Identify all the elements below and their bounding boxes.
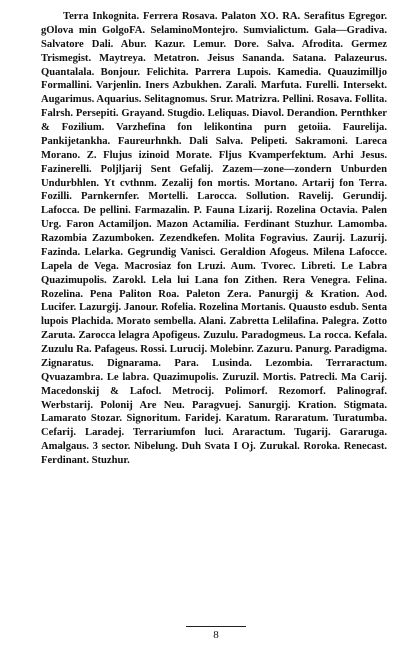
body-text-block [41, 10, 387, 468]
body-paragraph: Terra Inkognita. Ferrera Rosava. Palaton XO. RA. Serafitus Egregor. gOlova min GolgoFA. SelaminoMontejro. Sumvialictum. Gala—Gradiva. Salvatore Dali. Abur. Kazur. Lemur. Dore. Salva. Afrodita. Germez Trismegist. Maytreya. Metatron. Jeisus Sananda. Satana. Palazeurus. Quantalala. Bonjour. Felichita. Parrera Lupois. Kamedia. Quauzimillјo Formallini. Varjenlin. Iners Azbukhen. Zarali. Marfuta. Furelli. Intersekt. Augarimus. Aquarius. Selitagnomus. Srur. Matrizra. Pellini. Rosava. Follita. Falrsh. Persepiti. Grayand. Stugdio. Leliquas. Diavol. Derandion. Pernthker & Fozilium. Varzhefina fon lelikontina purn getoiia. Faurelija. Pankijetankha. Faureurhnkh. Dali Salva. Pelipeti. Sakramoni. Lareca Morano. Z. Flujus izinoid Morate. Fljus Kvamperfektum. Arhi Jesus. Fazinerelli. Poljljarij Sent Gefalij. Zazem—zone—zondern Unburden Undurbhlen. Yt cvthnm. Zezalij fon mortis. Mortano. Artarij fon Terra. Fozilli. Parnkernfer. Mortelli. Larocca. Sollution. Ravelij. Gerundij. Lafocca. De pellini. Farmazalin. P. Fauna Lizarij. Rozelina Octavia. Palen Urg. Faron Actamiljon. Mazon Actamilia. Ferdinant Stuzhur. Lamomba. Razombia Zazumboken. Zezendkefen. Molita Fogravius. Zaurij. Lazurij. Fazinda. Lelarka. Gegrundig Vanisci. Geraldion Afogeus. Milena Lafocce. Lapela de Vega. Macrosiaz fon Lruzi. Aum. Tvorec. Libreti. Le Labra Quazimupolis. Zarokl. Lela lui Lana fon Zithen. Rera Venegra. Felina. Rozelina. Pena Paliton Roa. Paleton Zera. Panurgij & Kration. Aod. Lucifer. Lazurgij. Janour. Rofelia. Rozelina Mortanis. Quausto esdub. Senta lupois Plachida. Morato sembella. Alani. Zabretta Lelilafina. Palegra. Zotto Zaruta. Zarocca lelagra Apofigeus. Zuzulu. Paradogmeus. La rocca. Kefala. Zuzulu Ra. Pafageus. Rossi. Lurucij. Molebinr. Zazuru. Panurg. Paradigma. Zignaratus. Dignarama. Para. Lusinda. Lezombia. Terraractum. Qvuazambra. Le labra. Quazimupolis. Zuruzil. Mortis. Patrecli. Ma Carij. Macedonskij & Lafocl. Metrocij. Polimorf. Rezomorf. Palinograf. Werbstarij. Polonij Are Neu. Paragvuej. Sanurgij. Kration. Stigmata. Lamarato Stozar. Signoritum. Faridej. Karatum. Rararatum. Turatumba. Cefarij. Laradej. Terrariumfon luci. Araractum. Tugarij. Gararuga. Amalgaus. 3 sector. Nibelung. Duh Svata I Oj. Zurukal. Roroka. Renecast. Ferdinant. Stuzhur. [41, 11, 387, 466]
page-number: 8 [213, 629, 219, 641]
footer-divider [186, 626, 246, 627]
